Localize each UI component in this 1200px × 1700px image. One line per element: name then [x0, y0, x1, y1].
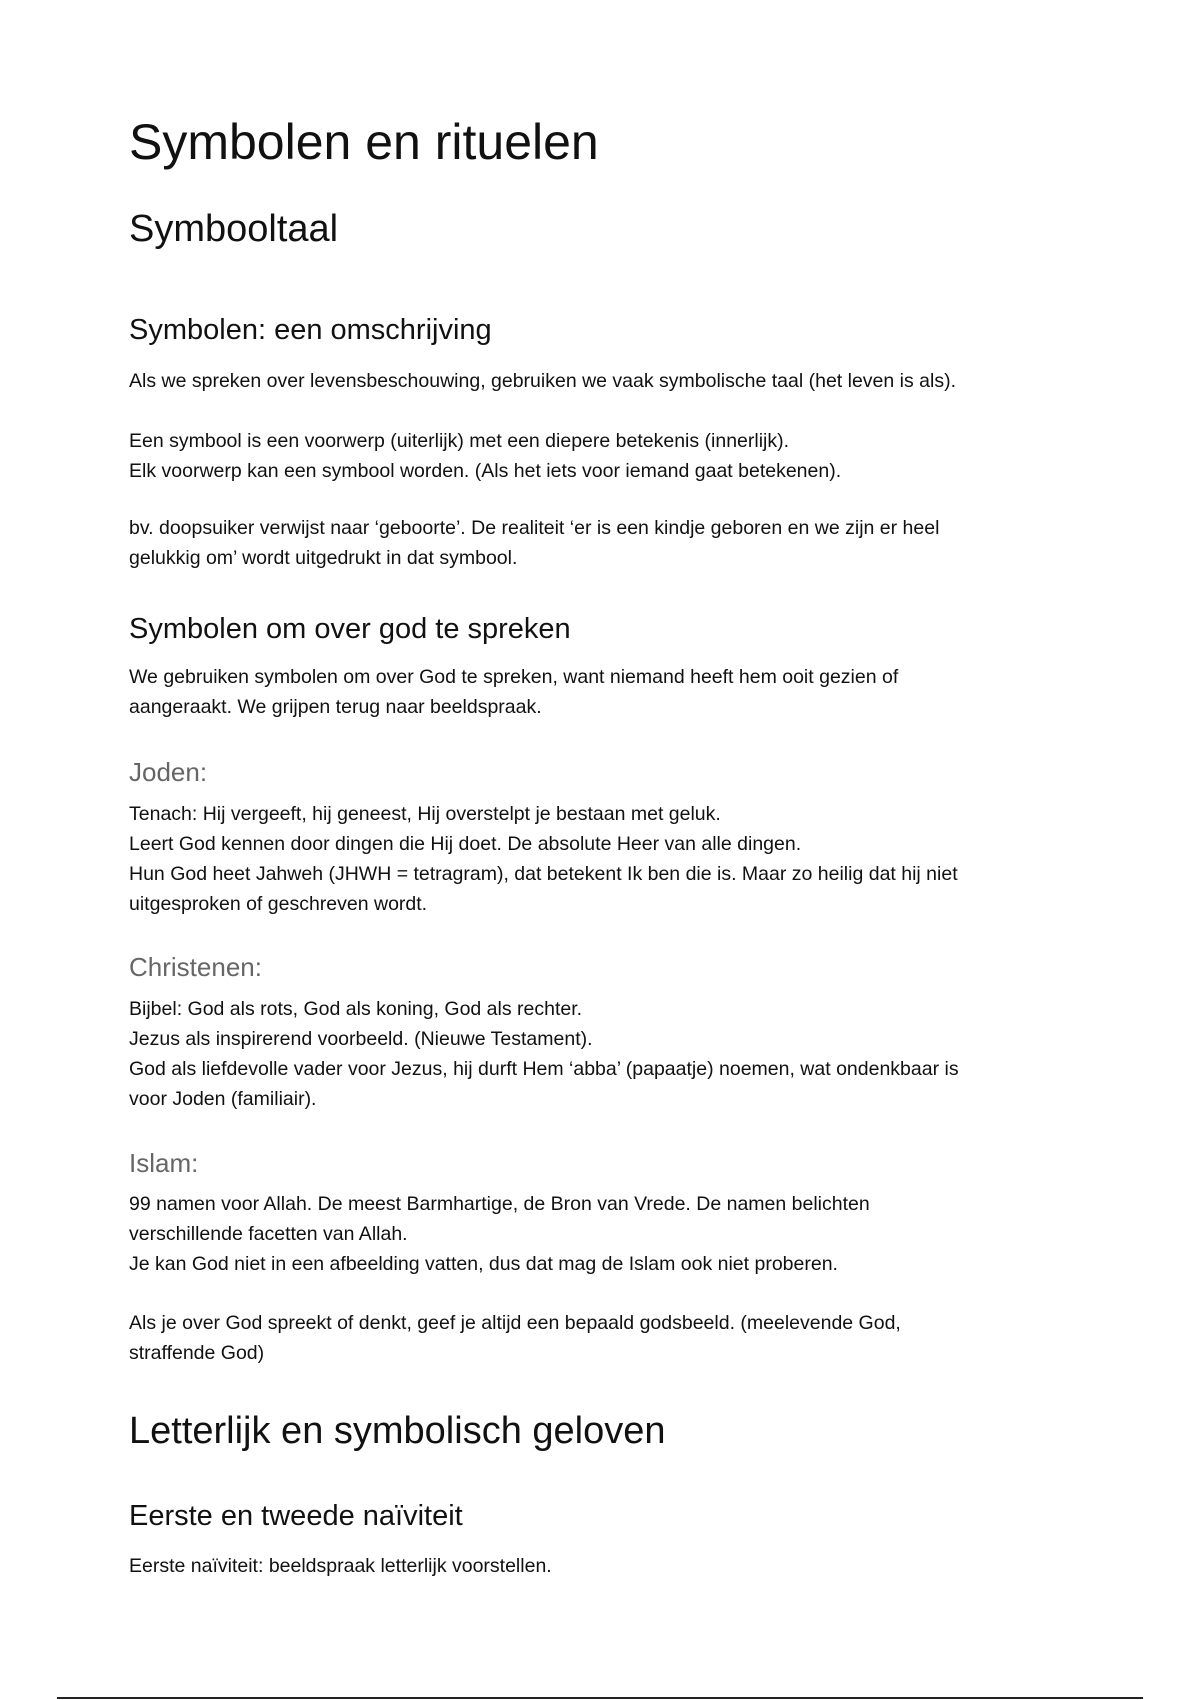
paragraph-omschrijving-1 — [129, 366, 1089, 396]
text-line: bv. doopsuiker verwijst naar ‘geboorte’. De realiteit ‘er is een kindje geboren en we zijn er heel — [129, 517, 940, 539]
heading-islam: Islam: — [129, 1148, 199, 1178]
text-line: Tenach: Hij vergeeft, hij geneest, Hij overstelpt je bestaan met geluk. — [129, 803, 721, 825]
text-line: 99 namen voor Allah. De meest Barmhartige, de Bron van Vrede. De namen belichten — [129, 1193, 870, 1215]
text-line: Jezus als inspirerend voorbeeld. (Nieuwe Testament). — [129, 1028, 593, 1050]
text-line: Een symbool is een voorwerp (uiterlijk) met een diepere betekenis (innerlijk). — [129, 430, 790, 452]
paragraph-joden — [129, 799, 1089, 919]
paragraph-godsbeeld — [129, 1308, 1089, 1368]
heading-symbooltaal: Symbooltaal — [129, 208, 339, 250]
text-line: Leert God kennen door dingen die Hij doet. De absolute Heer van alle dingen. — [129, 833, 802, 855]
heading-letterlijk-symbolisch: Letterlijk en symbolisch geloven — [129, 1410, 666, 1452]
text-line: voor Joden (familiair). — [129, 1088, 317, 1110]
text-line: aangeraakt. We grijpen terug naar beeldspraak. — [129, 696, 542, 718]
text-line: verschillende facetten van Allah. — [129, 1223, 408, 1245]
text-line: Als je over God spreekt of denkt, geef je altijd een bepaald godsbeeld. (meelevende God, — [129, 1312, 901, 1334]
paragraph-omschrijving-2 — [129, 426, 1089, 486]
paragraph-omschrijving-3 — [129, 513, 1089, 573]
text-line: Hun God heet Jahweh (JHWH = tetragram), dat betekent Ik ben die is. Maar zo heilig dat hij niet — [129, 863, 958, 885]
paragraph-christenen — [129, 994, 1089, 1114]
paragraph-naiviteit — [129, 1551, 1089, 1581]
heading-joden: Joden: — [129, 757, 208, 787]
text-line: Je kan God niet in een afbeelding vatten, dus dat mag de Islam ook niet proberen. — [129, 1253, 838, 1275]
text-line: Als we spreken over levensbeschouwing, gebruiken we vaak symbolische taal (het leven is als). — [129, 370, 956, 392]
document-title: Symbolen en rituelen — [129, 114, 599, 170]
text-line: straffende God) — [129, 1342, 265, 1364]
text-line: Eerste naïviteit: beeldspraak letterlijk voorstellen. — [129, 1555, 552, 1577]
paragraph-islam — [129, 1189, 1089, 1279]
text-line: gelukkig om’ wordt uitgedrukt in dat symbool. — [129, 547, 518, 569]
text-line: uitgesproken of geschreven wordt. — [129, 893, 428, 915]
text-line: We gebruiken symbolen om over God te spreken, want niemand heeft hem ooit gezien of — [129, 666, 899, 688]
heading-over-god: Symbolen om over god te spreken — [129, 613, 571, 645]
text-line: Bijbel: God als rots, God als koning, God als rechter. — [129, 998, 583, 1020]
text-line: God als liefdevolle vader voor Jezus, hij durft Hem ‘abba’ (papaatje) noemen, wat ondenkbaar is — [129, 1058, 959, 1080]
heading-omschrijving: Symbolen: een omschrijving — [129, 314, 492, 346]
text-line: Elk voorwerp kan een symbool worden. (Als het iets voor iemand gaat betekenen). — [129, 460, 842, 482]
paragraph-over-god — [129, 662, 1089, 722]
page-divider — [57, 1697, 1143, 1699]
heading-christenen: Christenen: — [129, 952, 262, 982]
heading-naiviteit: Eerste en tweede naïviteit — [129, 1500, 463, 1532]
